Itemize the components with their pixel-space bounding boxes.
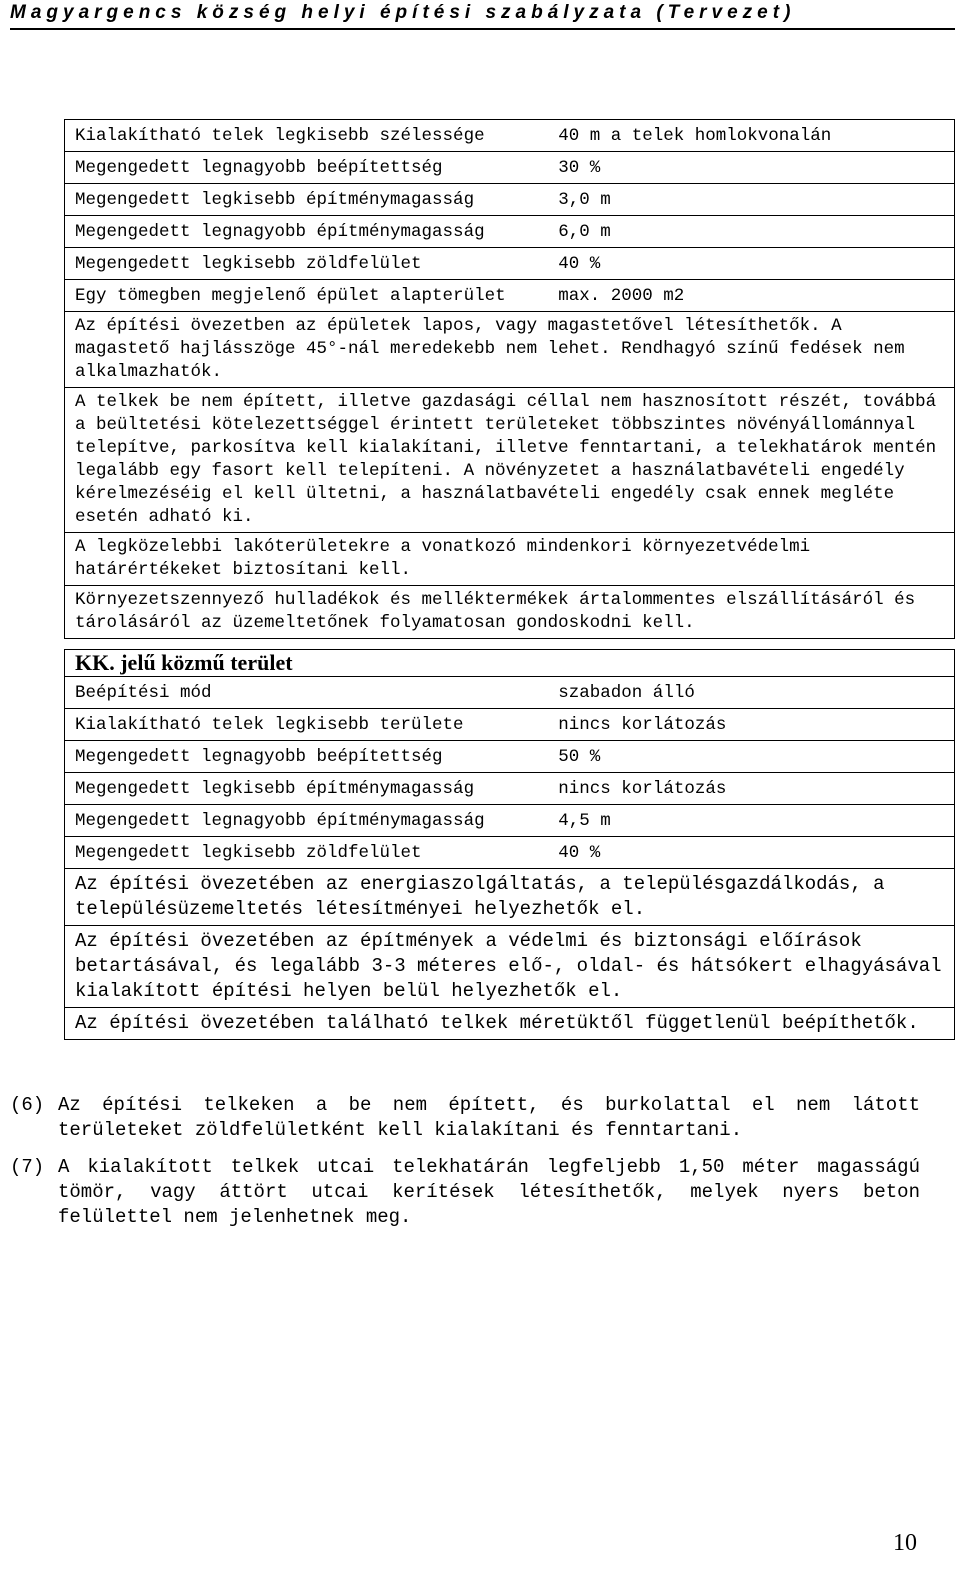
table-note-row [65,1008,955,1040]
row-label: Megengedett legnagyobb építménymagasság [65,216,549,248]
row-label: Megengedett legnagyobb építménymagasság [65,805,549,837]
row-value: 40 % [548,837,954,869]
paragraph-7 [10,1155,920,1230]
table-row [65,152,955,184]
row-value: 40 m a telek homlokvonalán [548,120,954,152]
header-rule [10,28,955,30]
row-value: 6,0 m [548,216,954,248]
table-note: Az építési övezetében az építmények a védelmi és biztonsági előírások betartásával, és legalább 3-3 méteres elő-, oldal- és hátsókert elhagyásával kialakított építési helyen belül helyezhetők el. [65,926,955,1008]
table-row [65,120,955,152]
row-value: 3,0 m [548,184,954,216]
zone-title-text: . jelű közmű terület [109,650,293,675]
row-value: nincs korlátozás [548,709,954,741]
paragraph-number: (7) [10,1156,45,1178]
zone-title [65,650,955,677]
row-value: szabadon álló [548,677,954,709]
table-row [65,216,955,248]
row-value: max. 2000 m2 [548,280,954,312]
table-note-row [65,388,955,533]
table-title-row [65,650,955,677]
paragraph-text: A kialakított telkek utcai telekhatárán legfeljebb 1,50 méter magasságú tömör, vagy áttört utcai kerítések létesíthetők, melyek nyers beton felülettel nem jelenhetnek meg. [58,1156,920,1228]
row-label: Beépítési mód [65,677,549,709]
row-value: nincs korlátozás [548,773,954,805]
page-header-title: Magyargencs község helyi építési szabályzata (Tervezet) [10,2,796,23]
table-note: A legközelebbi lakóterületekre a vonatkozó mindenkori környezetvédelmi határértékeket biztosítani kell. [65,533,955,586]
row-label: Egy tömegben megjelenő épület alapterület [65,280,549,312]
row-value: 40 % [548,248,954,280]
table-row [65,741,955,773]
paragraph-6 [10,1093,920,1143]
row-label: Megengedett legkisebb zöldfelület [65,837,549,869]
table-row [65,184,955,216]
table-row [65,280,955,312]
row-label: Kialakítható telek legkisebb szélessége [65,120,549,152]
paragraph-number: (6) [10,1094,45,1116]
row-value: 30 % [548,152,954,184]
row-value: 4,5 m [548,805,954,837]
table-note: Az építési övezetében található telkek méretüktől függetlenül beépíthetők. [65,1008,955,1040]
row-label: Megengedett legnagyobb beépítettség [65,741,549,773]
table-row [65,709,955,741]
row-value: 50 % [548,741,954,773]
table-note: Az építési övezetében az energiaszolgáltatás, a településgazdálkodás, a településüzemeltetés létesítményei helyezhetők el. [65,869,955,926]
table-note-row [65,533,955,586]
table-note: A telkek be nem épített, illetve gazdasági céllal nem hasznosított részét, továbbá a beültetési kötelezettséggel érintett területeket többszintes növényállománnyal telepítve, parkosítva kell kialakítani, illetve fenntartani, a telekhatárok mentén legalább egy fasort kell telepíteni. A növényzetet a használatbavételi engedély kérelmezéséig el kell ültetni, a használatbavételi engedély csak ennek megléte esetén adható ki. [65,388,955,533]
row-label: Megengedett legkisebb építménymagasság [65,184,549,216]
table-row [65,805,955,837]
table-row [65,837,955,869]
row-label: Megengedett legkisebb zöldfelület [65,248,549,280]
table-note-row [65,586,955,639]
zoning-table-2 [64,649,955,1040]
table-note-row [65,869,955,926]
table-note-row [65,926,955,1008]
table-note-row [65,312,955,388]
table-row [65,677,955,709]
page-number: 10 [893,1530,917,1556]
zoning-table-1 [64,119,955,639]
zone-code: KK [75,650,110,675]
row-label: Kialakítható telek legkisebb területe [65,709,549,741]
table-row [65,248,955,280]
paragraph-text: Az építési telkeken a be nem épített, és burkolattal el nem látott területeket zöldfelületként kell kialakítani és fenntartani. [58,1094,920,1141]
table-note: Az építési övezetben az épületek lapos, vagy magastetővel létesíthetők. A magastető hajlásszöge 45°-nál meredekebb nem lehet. Rendhagyó színű fedések nem alkalmazhatók. [65,312,955,388]
table-row [65,773,955,805]
row-label: Megengedett legkisebb építménymagasság [65,773,549,805]
table-note: Környezetszennyező hulladékok és melléktermékek ártalommentes elszállításáról és tárolásáról az üzemeltetőnek folyamatosan gondoskodni kell. [65,586,955,639]
row-label: Megengedett legnagyobb beépítettség [65,152,549,184]
